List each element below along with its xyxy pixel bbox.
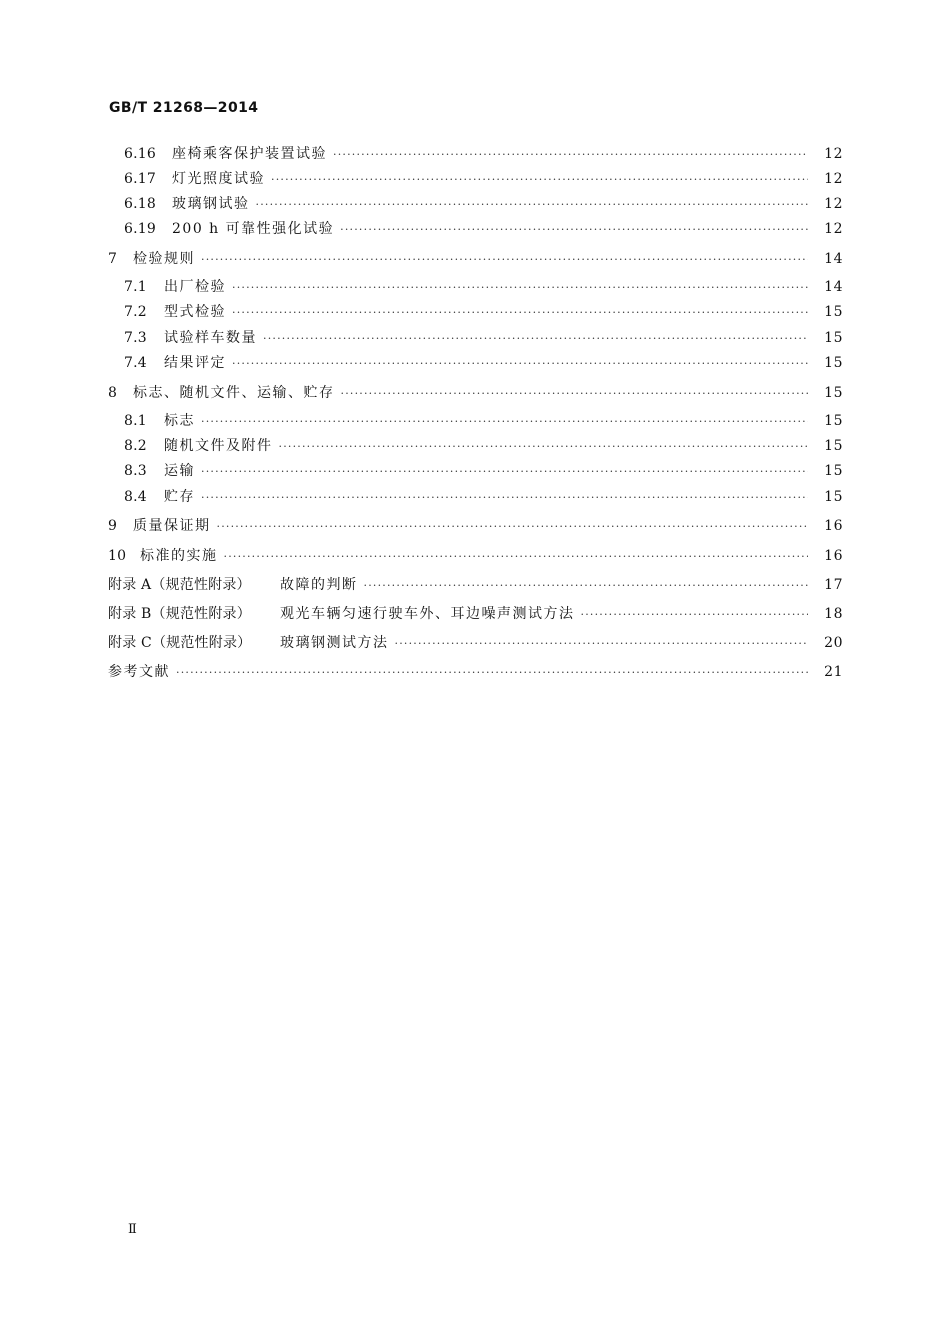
toc-title: 灯光照度试验 <box>172 171 265 187</box>
toc-title: 贮存 <box>164 489 195 505</box>
toc-row[interactable] <box>0 327 950 349</box>
toc-entry <box>124 460 812 483</box>
toc-title: 故障的判断 <box>280 577 358 593</box>
toc-entry <box>108 515 812 538</box>
toc-number: 6.16 <box>124 146 156 162</box>
toc-row[interactable] <box>0 168 950 190</box>
dot-leader <box>364 575 809 597</box>
toc-number: 8.3 <box>124 463 147 479</box>
toc-number: 附录 A（规范性附录） <box>108 577 251 593</box>
toc-title: 参考文献 <box>108 664 170 680</box>
toc-entry <box>124 168 812 191</box>
toc-title: 标准的实施 <box>140 548 218 564</box>
toc-row[interactable] <box>0 632 950 654</box>
toc-number: 7.2 <box>124 304 147 320</box>
toc-row[interactable] <box>0 193 950 215</box>
toc-title: 试验样车数量 <box>164 330 257 346</box>
toc-entry <box>124 435 812 458</box>
toc-title: 型式检验 <box>164 304 226 320</box>
toc-number: 8.1 <box>124 413 147 429</box>
dot-leader <box>201 487 808 509</box>
dot-leader <box>201 411 808 433</box>
dot-leader <box>256 194 809 216</box>
toc-entry <box>124 327 812 350</box>
toc-title: 座椅乘客保护装置试验 <box>172 146 327 162</box>
toc-number: 8 <box>108 385 118 401</box>
toc-entry <box>108 603 812 626</box>
toc-number: 7.3 <box>124 330 147 346</box>
dot-leader <box>340 219 808 241</box>
toc-page-number: 18 <box>824 606 843 622</box>
toc-entry <box>124 143 812 166</box>
toc-row[interactable] <box>0 143 950 165</box>
toc-entry <box>124 486 812 509</box>
toc-row[interactable] <box>0 545 950 567</box>
toc-number: 6.18 <box>124 196 156 212</box>
toc-number: 7.4 <box>124 355 147 371</box>
toc-row[interactable] <box>0 460 950 482</box>
toc-page-number: 17 <box>824 577 843 593</box>
dot-leader <box>217 516 809 538</box>
toc-row[interactable] <box>0 276 950 298</box>
toc-page-number: 21 <box>824 664 843 680</box>
toc-entry <box>108 545 812 568</box>
toc-page-number: 15 <box>824 413 843 429</box>
dot-leader <box>263 328 808 350</box>
dot-leader <box>271 169 808 191</box>
toc-number: 附录 B（规范性附录） <box>108 606 251 622</box>
toc-entry <box>124 410 812 433</box>
toc-row[interactable] <box>0 515 950 537</box>
toc-entry <box>108 632 812 655</box>
toc-page-number: 14 <box>824 251 843 267</box>
dot-leader <box>232 277 808 299</box>
toc-page-number: 12 <box>824 221 843 237</box>
dot-leader <box>341 383 809 405</box>
toc-number: 7 <box>108 251 118 267</box>
toc-page-number: 15 <box>824 330 843 346</box>
toc-row[interactable] <box>0 352 950 374</box>
toc-number: 7.1 <box>124 279 147 295</box>
toc-title: 玻璃钢试验 <box>172 196 250 212</box>
toc-row[interactable] <box>0 248 950 270</box>
toc-title: 出厂检验 <box>164 279 226 295</box>
toc-page-number: 15 <box>824 438 843 454</box>
toc-title: 200 h 可靠性强化试验 <box>172 221 335 237</box>
toc-row[interactable] <box>0 382 950 404</box>
toc-row[interactable] <box>0 218 950 240</box>
toc-entry <box>124 301 812 324</box>
toc-row[interactable] <box>0 301 950 323</box>
toc-entry <box>124 218 812 241</box>
toc-page-number: 12 <box>824 146 843 162</box>
toc-entry <box>124 276 812 299</box>
toc-row[interactable] <box>0 661 950 683</box>
toc-entry <box>108 574 812 597</box>
toc-title: 标志、随机文件、运输、贮存 <box>133 385 335 401</box>
toc-row[interactable] <box>0 435 950 457</box>
toc-title: 观光车辆匀速行驶车外、耳边噪声测试方法 <box>280 606 575 622</box>
page-number: Ⅱ <box>128 1222 137 1237</box>
toc-title: 质量保证期 <box>133 518 211 534</box>
dot-leader <box>333 144 808 166</box>
toc-row[interactable] <box>0 410 950 432</box>
toc-page-number: 20 <box>824 635 843 651</box>
toc-number: 10 <box>108 548 127 564</box>
toc-number: 6.19 <box>124 221 156 237</box>
toc-title: 标志 <box>164 413 195 429</box>
toc-page-number: 15 <box>824 304 843 320</box>
toc-page-number: 15 <box>824 489 843 505</box>
toc-number: 9 <box>108 518 118 534</box>
dot-leader <box>176 662 808 684</box>
dot-leader <box>279 436 809 458</box>
toc-page-number: 15 <box>824 463 843 479</box>
toc-page-number: 16 <box>824 548 843 564</box>
toc-page-number: 15 <box>824 355 843 371</box>
toc-title: 玻璃钢测试方法 <box>280 635 389 651</box>
toc-entry <box>108 382 812 405</box>
toc-title: 随机文件及附件 <box>164 438 273 454</box>
toc-row[interactable] <box>0 603 950 625</box>
toc-page-number: 12 <box>824 196 843 212</box>
dot-leader <box>224 546 809 568</box>
standard-code: GB/T 21268—2014 <box>109 100 259 116</box>
toc-number: 6.17 <box>124 171 156 187</box>
toc-entry <box>124 352 812 375</box>
toc-entry <box>108 661 812 684</box>
toc-number: 附录 C（规范性附录） <box>108 635 252 651</box>
dot-leader <box>232 353 808 375</box>
dot-leader <box>395 633 809 655</box>
toc-page-number: 16 <box>824 518 843 534</box>
toc-title: 运输 <box>164 463 195 479</box>
toc-page-number: 14 <box>824 279 843 295</box>
toc-row[interactable] <box>0 486 950 508</box>
toc-number: 8.4 <box>124 489 147 505</box>
dot-leader <box>201 249 808 271</box>
dot-leader <box>232 302 808 324</box>
toc-entry <box>108 248 812 271</box>
toc-page-number: 12 <box>824 171 843 187</box>
dot-leader <box>201 461 808 483</box>
dot-leader <box>581 604 809 626</box>
toc-title: 结果评定 <box>164 355 226 371</box>
toc-title: 检验规则 <box>133 251 195 267</box>
toc-number: 8.2 <box>124 438 147 454</box>
toc-page-number: 15 <box>824 385 843 401</box>
toc-entry <box>124 193 812 216</box>
toc-row[interactable] <box>0 574 950 596</box>
